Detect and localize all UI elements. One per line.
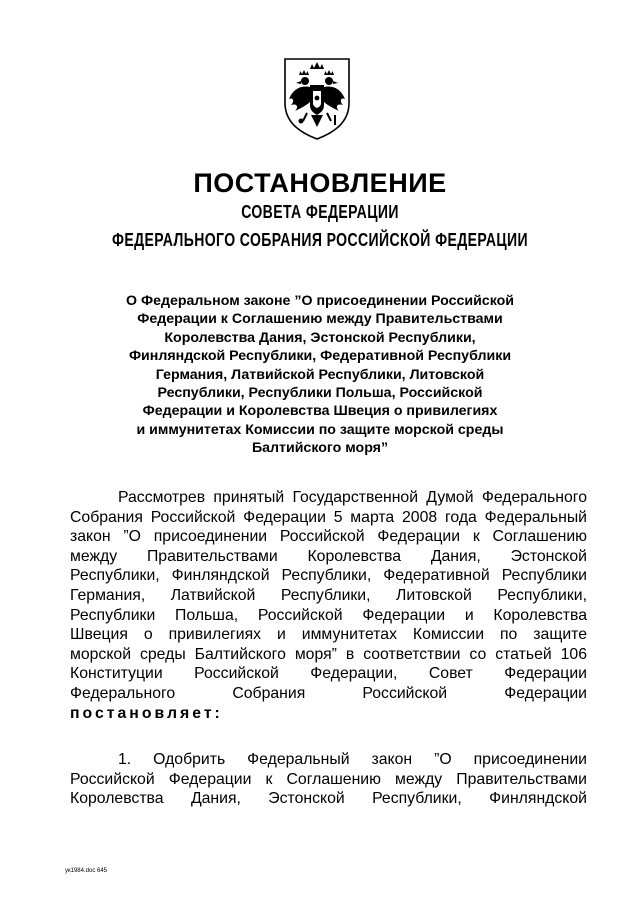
resolves-word: постановляет: [70, 704, 223, 722]
subject-line: Федерации к Соглашению между Правительствами [137, 311, 503, 328]
body-line: между Правительствами Королевства Дания, Эстонской [70, 547, 587, 565]
issuer-line-2: ФЕДЕРАЛЬНОГО СОБРАНИЯ РОССИЙСКОЙ ФЕДЕРАЦИИ [111, 230, 529, 250]
document-title: ПОСТАНОВЛЕНИЕ [193, 168, 447, 198]
body-line: Российской Федерации к Соглашению между Правительствами [70, 770, 587, 788]
body-line: Конституции Российской Федерации, Совет Федерации [70, 665, 587, 683]
body-line: Рассмотрев принятый Государственной Думой Федерального [118, 489, 587, 506]
preamble-paragraph [70, 488, 587, 723]
resolution-item-1 [70, 750, 587, 809]
body-line: Германия, Латвийской Республики, Литовской Республики, [70, 586, 587, 604]
subject-line: О Федеральном законе ”О присоединении Российской [125, 293, 514, 309]
subject-line: Федерации и Королевства Швеция о привилегиях [142, 403, 498, 420]
document-subject [80, 292, 560, 458]
subject-line: Республики, Республики Польша, Российской [157, 385, 483, 402]
state-emblem [277, 55, 357, 140]
body-line: Республики, Финляндской Республики, Федеративной Республики [70, 567, 587, 585]
subject-line: и иммунитетах Комиссии по защите морской среды [136, 421, 504, 438]
subject-line: Германия, Латвийской Республики, Литовской [155, 366, 485, 383]
body-line: 1. Одобрить Федеральный закон ”О присоединении [118, 751, 587, 768]
body-line: Федерального Собрания Российской Федерации [70, 684, 587, 702]
body-line: Республики Польша, Российской Федерации и Королевства [70, 606, 587, 624]
body-line: закон ”О присоединении Российской Федерации к Соглашению [70, 528, 587, 546]
body-line: Королевства Дания, Эстонской Республики, Финляндской [70, 790, 587, 808]
subject-line: Королевства Дания, Эстонской Республики, [164, 329, 476, 346]
subject-line: Балтийского моря” [251, 440, 389, 457]
issuer-line-1: СОВЕТА ФЕДЕРАЦИИ [241, 202, 399, 222]
body-line: Швеция о привилегиях и иммунитетах Комиссии по защите [70, 626, 587, 644]
file-reference: ук1984.doc 645 [65, 868, 107, 874]
body-line: морской среды Балтийского моря” в соответствии со статьей 106 [70, 645, 587, 663]
subject-line: Финляндской Республики, Федеративной Республики [128, 348, 512, 365]
double-headed-eagle-icon [277, 55, 357, 140]
body-line: Собрания Российской Федерации 5 марта 2008 года Федеральный [70, 508, 587, 526]
